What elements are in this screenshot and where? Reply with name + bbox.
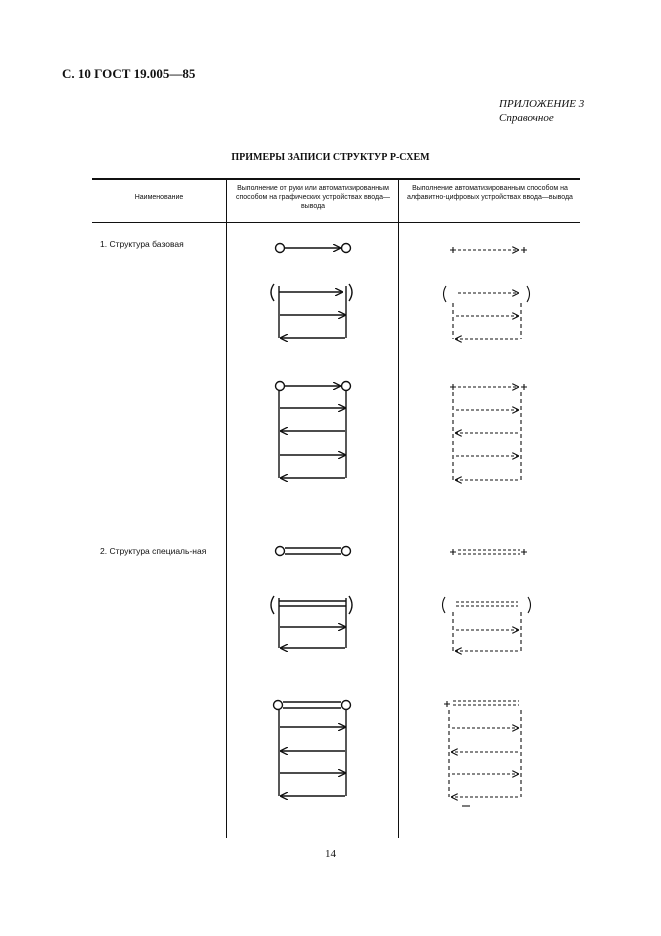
running-header: С. 10 ГОСТ 19.005—85 (62, 66, 196, 81)
ascii-special-arc (450, 549, 527, 555)
appendix-subtitle: Справочное (499, 112, 554, 124)
ascii-special-bracket (443, 597, 531, 651)
page-title: ПРИМЕРЫ ЗАПИСИ СТРУКТУР Р-СХЕМ (231, 152, 430, 163)
appendix-title: ПРИЛОЖЕНИЕ 3 (499, 98, 585, 110)
column-header-graphic: Выполнение от руки или автоматизированным способом на графических устройствах ввода—вывода (235, 185, 391, 210)
column-header-name: Наименование (134, 194, 184, 201)
row-label-basic: 1. Структура базовая (100, 239, 184, 249)
row-label-special: 2. Структура специаль-ная (100, 546, 207, 556)
ascii-special-node (444, 701, 521, 806)
page-number: 14 (325, 848, 336, 860)
ascii-basic-arc (450, 247, 527, 253)
column-header-alphanumeric: Выполнение автоматизированным способом на алфавитно-цифровых устройствах ввода—вывода (407, 185, 573, 201)
ascii-basic-node (450, 384, 527, 480)
ascii-basic-bracket (444, 286, 530, 339)
